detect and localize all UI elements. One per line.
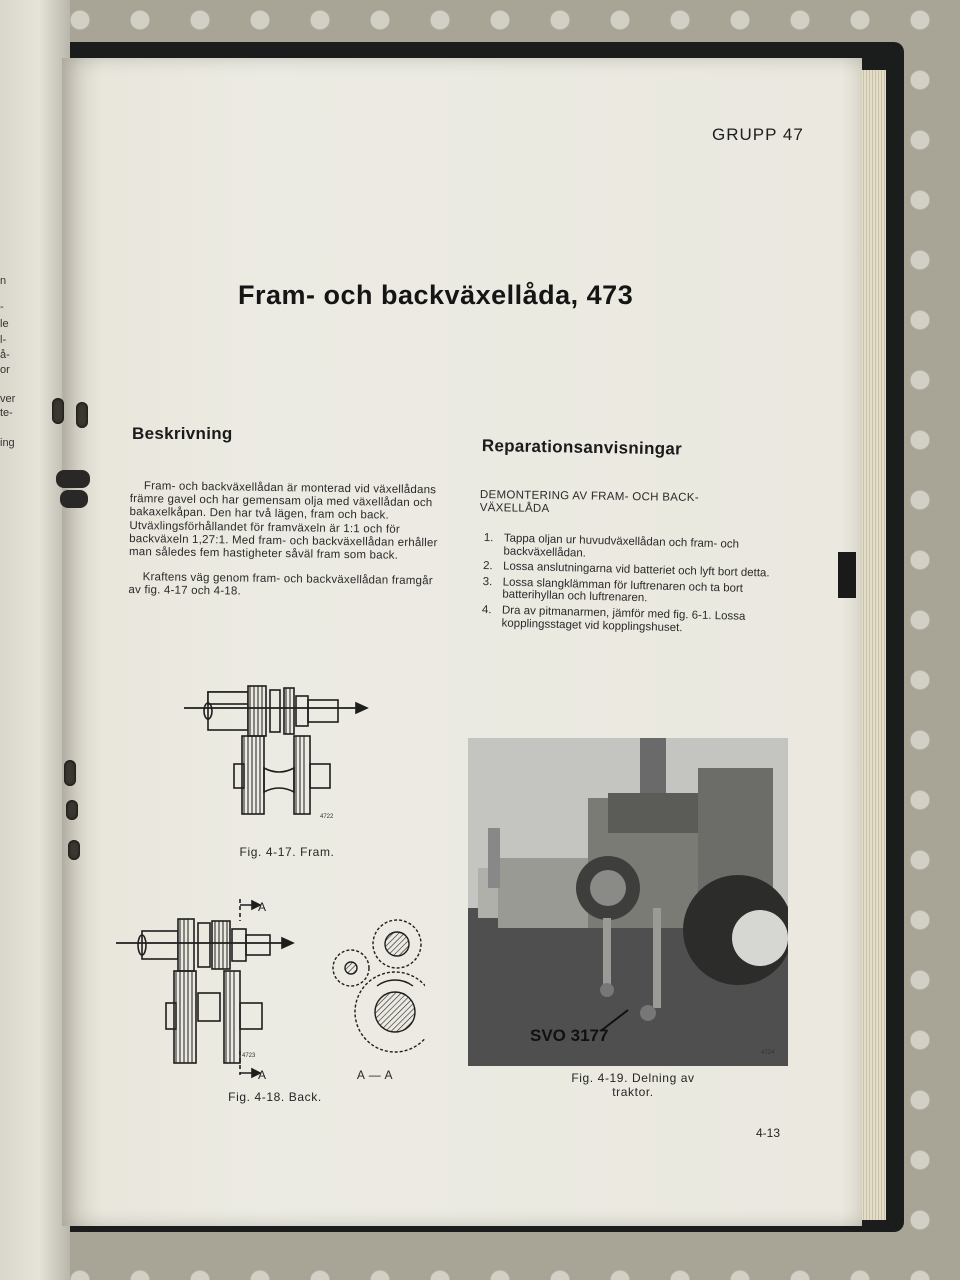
tractor-photo-illustration — [468, 738, 788, 1066]
step-number: 4. — [481, 603, 492, 617]
fig-4-18-number: 4723 — [242, 1053, 256, 1059]
description-paragraph: Fram- och backväxellådan är monterad vid växellådans främre gavel och har gemensam olja med växellådan och bakaxelkåpan. Den har två lägen, fram och back. Utväxlingsförhållandet för framväxeln är 1:1 och för backväxeln 1,27:1. Med fram- och backväxellådan erhåller man således fem hastigheter såväl fram som back. — [128, 480, 438, 562]
left-page-fragment: le — [0, 318, 9, 330]
page-edges — [858, 70, 886, 1220]
step-number: 2. — [482, 560, 493, 573]
fig-4-19-number: 4724 — [761, 1050, 775, 1056]
step-text: Lossa slangklämman för luftrenaren och ta bort batterihyllan och luftrenaren. — [502, 576, 744, 605]
section-tab — [838, 552, 856, 598]
fig-4-18-caption: Fig. 4-18. Back. — [228, 1090, 322, 1104]
step-item — [482, 576, 795, 609]
fig-4-19-caption-line1: Fig. 4-19. Delning av — [571, 1071, 695, 1085]
left-page-fragment: å- — [0, 349, 10, 361]
fig-4-18-section-a-a — [325, 916, 425, 1064]
left-page-fragment: n — [0, 275, 7, 287]
description-paragraph: Kraftens väg genom fram- och backväxellådan framgår av fig. 4-17 och 4-18. — [128, 571, 433, 598]
page-title: Fram- och backväxellåda, 473 — [238, 280, 634, 310]
page-number: 4-13 — [756, 1126, 781, 1140]
step-text: Lossa anslutningarna vid batteriet och lyft bort detta. — [502, 560, 770, 580]
punch-hole — [68, 840, 80, 860]
step-text: Dra av pitmanarmen, jämför med fig. 6-1. Lossa kopplingsstaget vid kopplingshuset. — [501, 604, 746, 634]
fig-4-17-forward-gear-diagram — [180, 672, 380, 822]
group-label: GRUPP 47 — [712, 125, 804, 144]
fig-4-17-caption: Fig. 4-17. Fram. — [239, 845, 335, 859]
section-label-a-top: A — [258, 900, 267, 914]
fig-4-19-photo — [468, 738, 788, 1066]
punch-hole — [66, 800, 78, 820]
left-page-fragment: or — [0, 364, 10, 376]
left-page-fragment: ver — [0, 393, 16, 405]
fig-4-19-caption-line2: traktor. — [612, 1085, 654, 1099]
repair-subheading: DEMONTERING AV FRAM- OCH BACK-VÄXELLÅDA — [479, 489, 699, 515]
description-heading: Beskrivning — [132, 424, 233, 443]
description-text — [128, 480, 450, 614]
step-number: 1. — [483, 532, 494, 545]
left-page-fragment: te- — [0, 407, 13, 419]
left-page-fragment: - — [0, 301, 4, 313]
repair-steps — [481, 532, 796, 640]
binder-ring — [56, 470, 90, 488]
repair-heading: Reparationsanvisningar — [481, 436, 683, 459]
left-page-fragment: ing — [0, 437, 15, 449]
punch-hole — [64, 760, 76, 786]
punch-hole — [76, 402, 88, 428]
section-label-a-bottom: A — [258, 1068, 267, 1082]
left-page — [0, 0, 70, 1280]
step-number: 3. — [482, 575, 493, 589]
fig-4-18-reverse-gear-diagram — [112, 893, 312, 1083]
section-a-a-caption: A — A — [356, 1068, 394, 1082]
binder-ring — [60, 490, 88, 508]
step-text: Tappa oljan ur huvudväxellådan och fram- och backväxellådan. — [503, 532, 740, 560]
punch-hole — [52, 398, 64, 424]
fig-4-17-number: 4722 — [320, 814, 334, 820]
left-page-fragment: l- — [0, 334, 7, 346]
tool-label: SVO 3177 — [530, 1026, 609, 1045]
step-item — [481, 604, 794, 637]
